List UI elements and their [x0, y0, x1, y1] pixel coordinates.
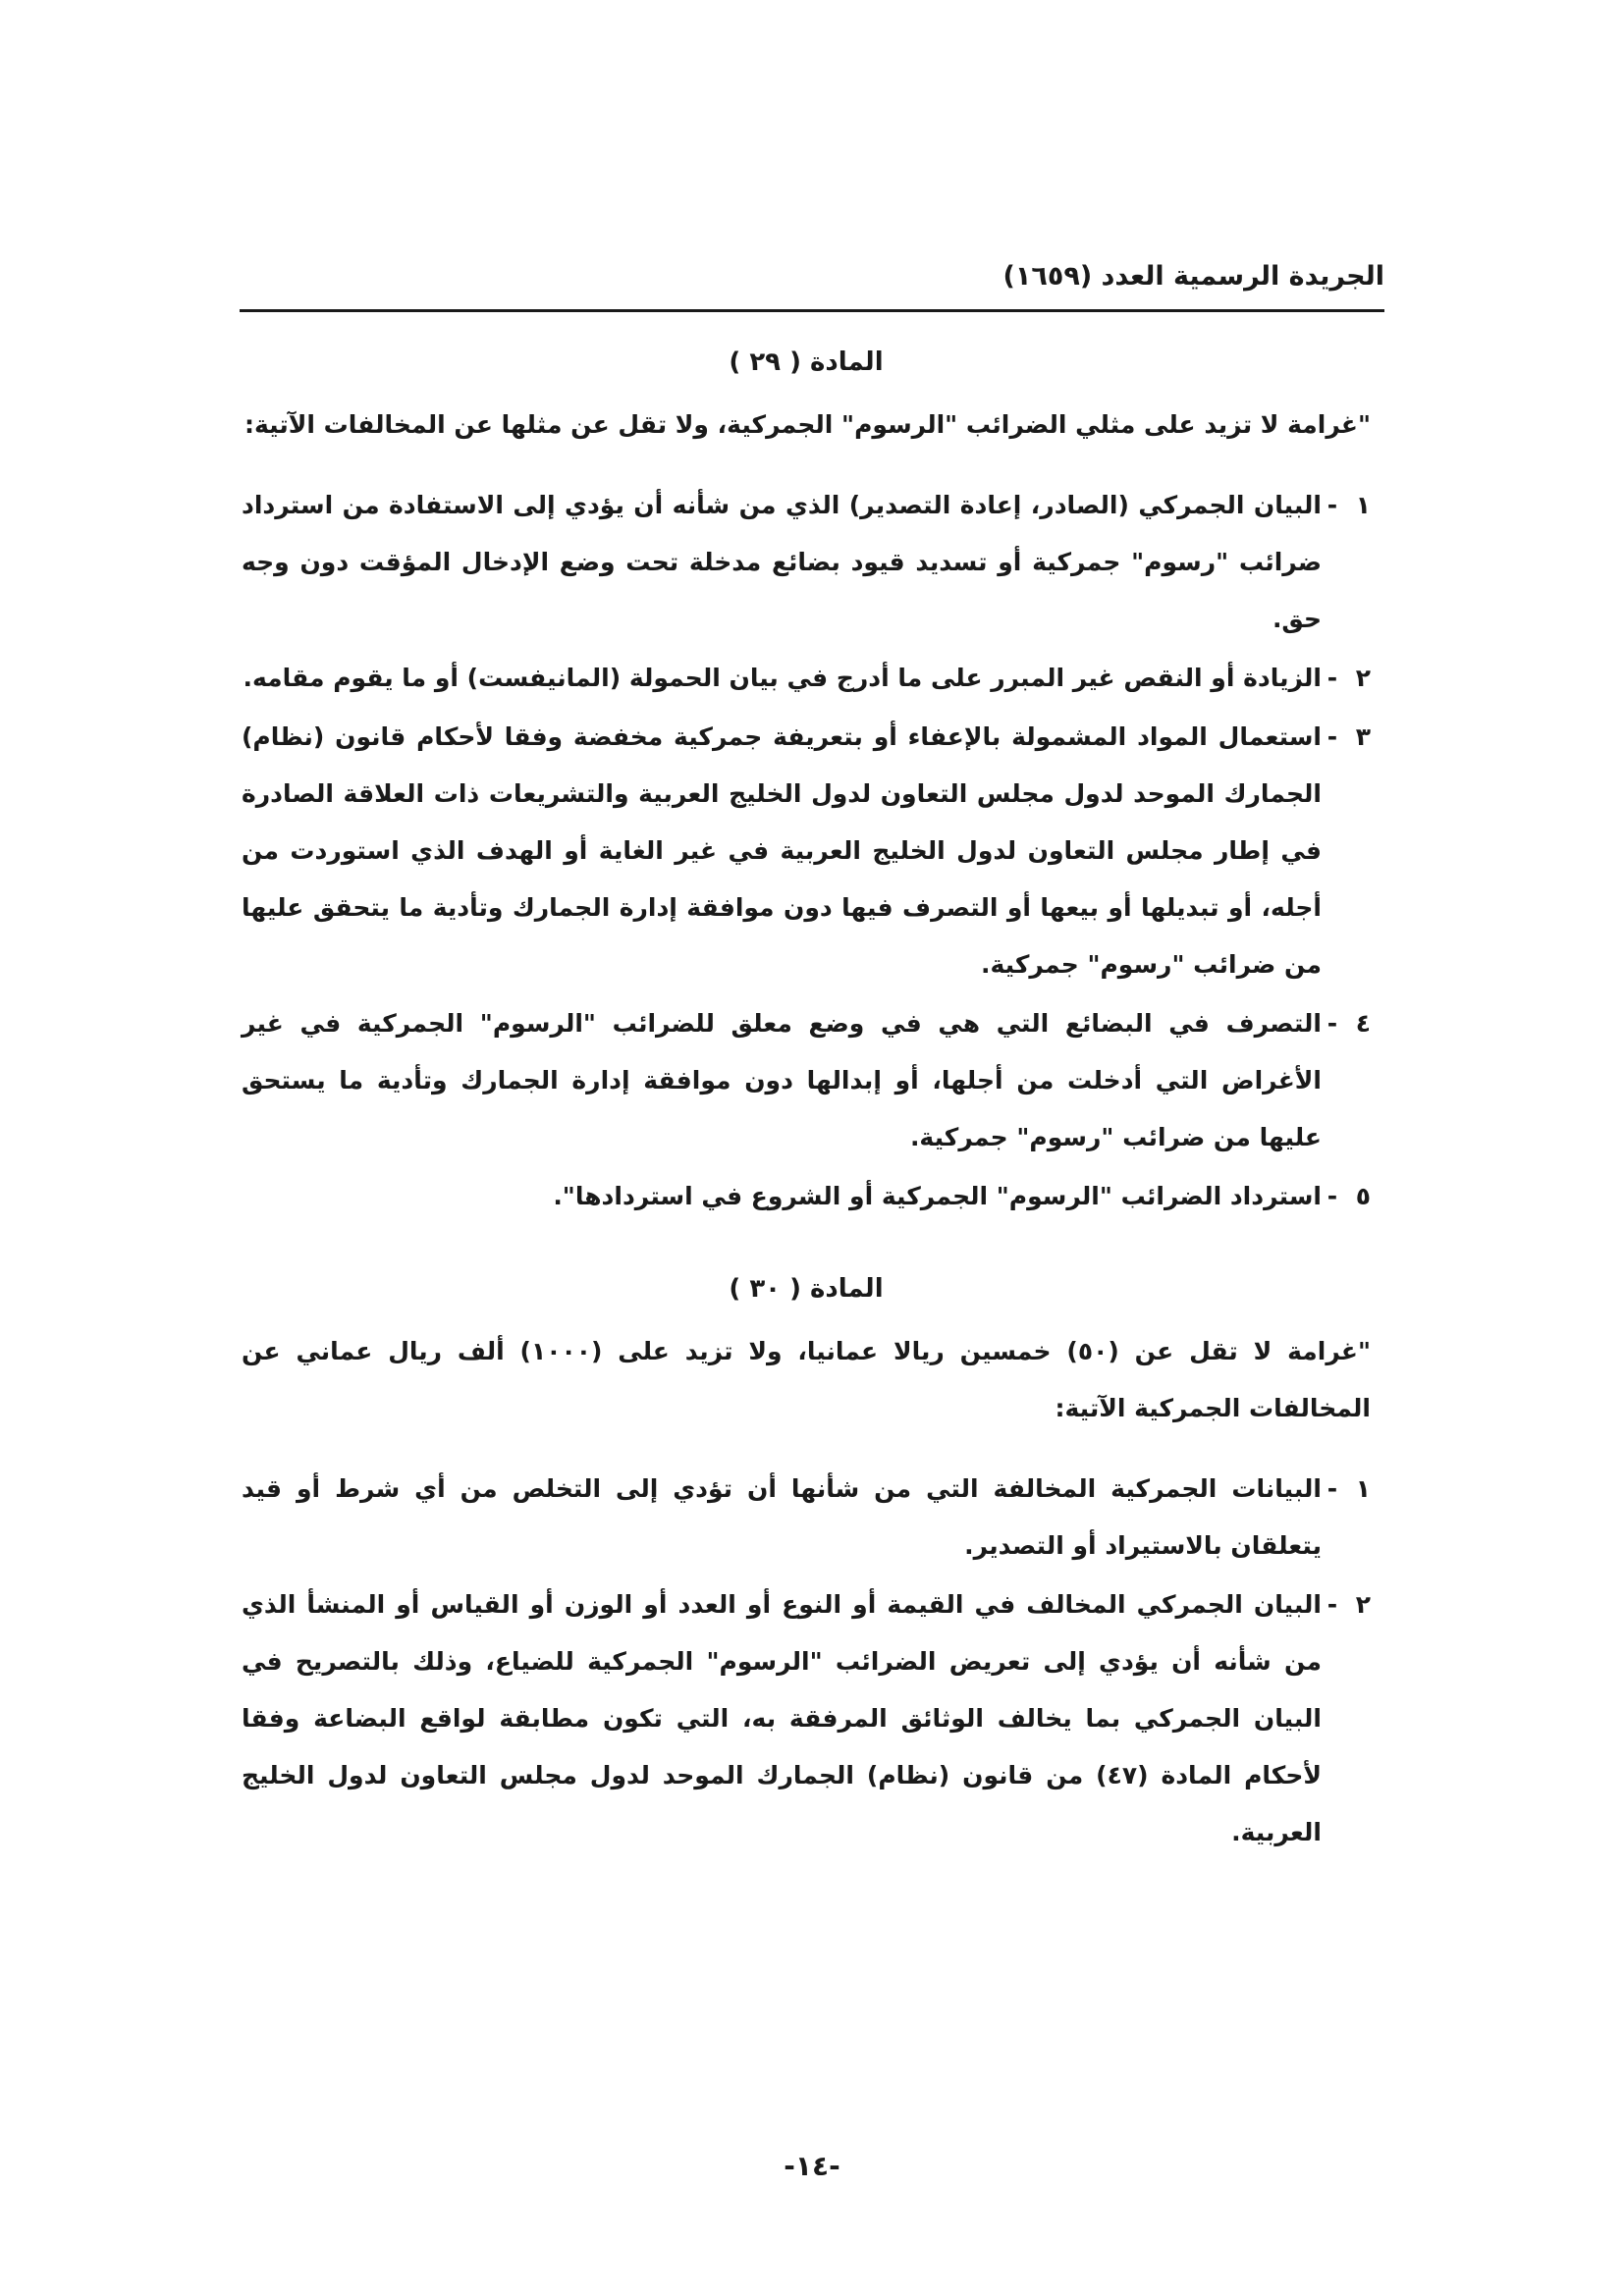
- clause-list: [242, 477, 1371, 1225]
- clause-item: [242, 477, 1371, 648]
- article-intro: "غرامة لا تقل عن (٥٠) خمسين ريالا عمانيا، ولا تزيد على (١٠٠٠) ألف ريال عماني عن المخالفات الجمركية الآتية:: [242, 1337, 1371, 1422]
- article-29: [242, 334, 1371, 1225]
- clause-number: ١: [1355, 1474, 1371, 1503]
- clause-text: الزيادة أو النقص غير المبرر على ما أدرج في بيان الحمولة (المانيفست) أو ما يقوم مقامه.: [243, 664, 1322, 692]
- article-intro: "غرامة لا تزيد على مثلي الضرائب "الرسوم" الجمركية، ولا تقل عن مثلها عن المخالفات الآتية:: [244, 410, 1371, 439]
- clause-separator: -: [1326, 1474, 1338, 1503]
- main-content: [242, 326, 1371, 1871]
- clause-list: [242, 1461, 1371, 1861]
- article-title: المادة ( ٢٩ ): [729, 347, 884, 377]
- running-header: الجريدة الرسمية العدد (١٦٥٩): [1002, 261, 1384, 292]
- header-divider: [240, 309, 1384, 312]
- clause-text: التصرف في البضائع التي هي في وضع معلق للضرائب "الرسوم" الجمركية في غير الأغراض التي أدخلت من أجلها، أو إبدالها دون موافقة إدارة الجمارك وتأدية ما يستحق عليها من ضرائب "رسوم" جمركية.: [242, 1009, 1322, 1151]
- clause-separator: -: [1326, 722, 1338, 751]
- clause-item: [242, 1461, 1371, 1575]
- clause-item: [242, 1168, 1371, 1225]
- clause-text: استرداد الضرائب "الرسوم" الجمركية أو الشروع في استردادها".: [553, 1182, 1322, 1210]
- section-spacer: [242, 1235, 1371, 1253]
- clause-number: ١: [1355, 491, 1371, 519]
- clause-number: ٣: [1355, 722, 1371, 751]
- clause-item: [242, 1576, 1371, 1861]
- clause-item: [242, 709, 1371, 993]
- clause-number: ٥: [1355, 1182, 1371, 1210]
- clause-number: ٤: [1355, 1009, 1371, 1038]
- clause-text: البيانات الجمركية المخالفة التي من شأنها أن تؤدي إلى التخلص من أي شرط أو قيد يتعلقان بالاستيراد أو التصدير.: [242, 1474, 1322, 1560]
- clause-number: ٢: [1355, 1590, 1371, 1619]
- clause-text: استعمال المواد المشمولة بالإعفاء أو بتعريفة جمركية مخفضة وفقا لأحكام قانون (نظام) الجمارك الموحد لدول مجلس التعاون لدول الخليج العربية والتشريعات ذات العلاقة الصادرة في إطار مجلس التعاون لدول الخليج العربية في غير الغاية أو الهدف الذي استوردت من أجله، أو تبديلها أو بيعها أو التصرف فيها دون موافقة إدارة الجمارك وتأدية ما يتحقق عليها من ضرائب "رسوم" جمركية.: [242, 722, 1322, 979]
- article-30: [242, 1260, 1371, 1861]
- clause-text: البيان الجمركي (الصادر، إعادة التصدير) الذي من شأنه أن يؤدي إلى الاستفادة من استرداد ضرائب "رسوم" جمركية أو تسديد قيود بضائع مدخلة تحت وضع الإدخال المؤقت دون وجه حق.: [242, 491, 1322, 633]
- clause-separator: -: [1326, 491, 1338, 519]
- page-number: -١٤-: [784, 2150, 840, 2182]
- clause-separator: -: [1326, 1009, 1338, 1038]
- clause-item: [242, 650, 1371, 707]
- clause-number: ٢: [1355, 664, 1371, 692]
- article-title: المادة ( ٣٠ ): [729, 1274, 884, 1304]
- clause-item: [242, 995, 1371, 1166]
- clause-separator: -: [1326, 1590, 1338, 1619]
- clause-separator: -: [1326, 1182, 1338, 1210]
- clause-separator: -: [1326, 664, 1338, 692]
- clause-text: البيان الجمركي المخالف في القيمة أو النوع أو العدد أو الوزن أو القياس أو المنشأ الذي من شأنه أن يؤدي إلى تعريض الضرائب "الرسوم" الجمركية للضياع، وذلك بالتصريح في البيان الجمركي بما يخالف الوثائق المرفقة به، التي تكون مطابقة لواقع البضاعة وفقا لأحكام المادة (٤٧) من قانون (نظام) الجمارك الموحد لدول مجلس التعاون لدول الخليج العربية.: [242, 1590, 1322, 1846]
